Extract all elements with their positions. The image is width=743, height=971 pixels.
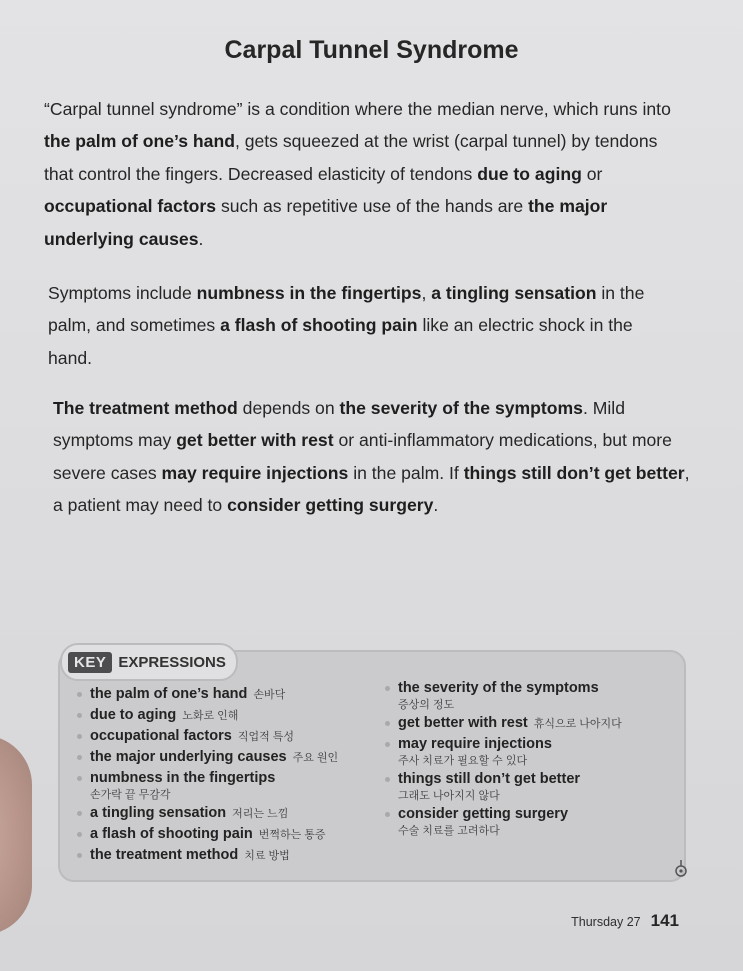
text-run: . Mild symptoms may xyxy=(53,398,626,451)
text-run: or anti-inflammatory medications, but more severe cases xyxy=(53,430,672,483)
text-run: like an electric shock in the hand. xyxy=(48,315,633,368)
bold-phrase: a flash of shooting pain xyxy=(220,315,418,336)
expression-korean: 저리는 느낌 xyxy=(232,808,289,820)
expression-english: numbness in the fingertips xyxy=(90,770,276,786)
bold-phrase: due to aging xyxy=(477,163,582,184)
expression-item xyxy=(76,726,376,747)
expressions-list-right xyxy=(384,678,674,839)
bold-phrase: consider getting surgery xyxy=(227,495,434,516)
bold-phrase: things still don’t get better xyxy=(463,462,685,483)
text-run: Symptoms include xyxy=(48,283,197,303)
expression-english: the treatment method xyxy=(90,847,239,863)
pen-icon xyxy=(672,858,690,878)
bold-phrase: get better with rest xyxy=(176,430,334,451)
bold-phrase: numbness in the fingertips xyxy=(196,283,422,303)
expression-english: a flash of shooting pain xyxy=(90,826,253,842)
expression-korean: 그래도 나아지지 않다 xyxy=(398,790,500,802)
text-run: . xyxy=(433,495,439,516)
expression-korean: 직업적 특성 xyxy=(237,731,294,743)
expression-korean: 번쩍하는 통증 xyxy=(258,829,326,841)
expression-item xyxy=(76,803,376,824)
expression-english: may require injections xyxy=(398,736,552,752)
text-run: in the palm. If xyxy=(348,462,464,483)
key-expressions-title: EXPRESSIONS xyxy=(118,653,226,671)
paragraph-definition xyxy=(44,93,684,255)
expression-item xyxy=(384,734,674,769)
thumb-photo-artifact xyxy=(0,735,32,935)
bold-phrase: a tingling sensation xyxy=(431,283,597,303)
expression-english: get better with rest xyxy=(398,715,528,731)
expression-item xyxy=(384,769,674,804)
expression-english: the severity of the symptoms xyxy=(398,680,599,696)
text-run: “Carpal tunnel syndrome” is a condition where the median nerve, which runs into xyxy=(44,99,671,119)
expression-item xyxy=(384,678,674,713)
bold-phrase: may require injections xyxy=(161,462,349,483)
expression-korean: 치료 방법 xyxy=(244,850,290,862)
expression-item xyxy=(76,747,376,768)
paragraph-symptoms xyxy=(48,277,678,374)
key-expressions-header xyxy=(60,643,238,681)
expressions-list-left xyxy=(76,684,376,866)
expression-korean: 주요 원인 xyxy=(292,752,339,764)
expression-english: a tingling sensation xyxy=(90,805,227,821)
expression-korean: 주사 치료가 필요할 수 있다 xyxy=(398,755,528,767)
expression-item xyxy=(76,684,376,705)
expression-korean: 수술 치료를 고려하다 xyxy=(398,825,500,837)
expression-korean: 손가락 끝 무감각 xyxy=(90,789,171,801)
bold-phrase: the major underlying causes xyxy=(44,196,608,249)
paragraph-treatment xyxy=(53,392,693,522)
text-run: , a patient may need to xyxy=(53,462,690,516)
footer-day: Thursday 27 xyxy=(571,915,641,929)
text-run: in the palm, and sometimes xyxy=(48,283,645,336)
page-footer xyxy=(571,911,679,931)
expression-item xyxy=(76,824,376,845)
page-title: Carpal Tunnel Syndrome xyxy=(224,36,519,64)
expression-item xyxy=(76,768,376,803)
expression-english: occupational factors xyxy=(90,728,232,744)
expression-english: the palm of one’s hand xyxy=(90,686,248,702)
text-run: such as repetitive use of the hands are xyxy=(216,196,529,217)
expression-item xyxy=(384,713,674,734)
expression-item xyxy=(76,705,376,726)
text-run: , xyxy=(421,283,432,303)
text-run: depends on xyxy=(237,398,340,418)
bold-phrase: occupational factors xyxy=(44,196,217,217)
bold-phrase: the severity of the symptoms xyxy=(339,398,583,418)
expression-item xyxy=(76,845,376,866)
text-run: . xyxy=(198,228,204,249)
expression-english: things still don’t get better xyxy=(398,771,581,787)
page-number: 141 xyxy=(650,911,679,930)
expression-korean: 손바닥 xyxy=(253,689,286,701)
expression-english: the major underlying causes xyxy=(90,749,287,765)
expression-korean: 노화로 인해 xyxy=(182,710,239,722)
bold-phrase: The treatment method xyxy=(53,398,238,418)
expression-english: consider getting surgery xyxy=(398,806,569,822)
expression-korean: 휴식으로 나아지다 xyxy=(533,718,622,730)
key-badge: KEY xyxy=(68,652,112,673)
expression-korean: 증상의 정도 xyxy=(398,699,455,711)
expression-item xyxy=(384,804,674,839)
text-run: or xyxy=(581,163,603,184)
bold-phrase: the palm of one’s hand xyxy=(44,131,235,152)
expression-english: due to aging xyxy=(90,707,177,723)
text-run: , gets squeezed at the wrist (carpal tunnel) by tendons that control the fingers. Decreased elasticity of tendons xyxy=(44,131,658,184)
